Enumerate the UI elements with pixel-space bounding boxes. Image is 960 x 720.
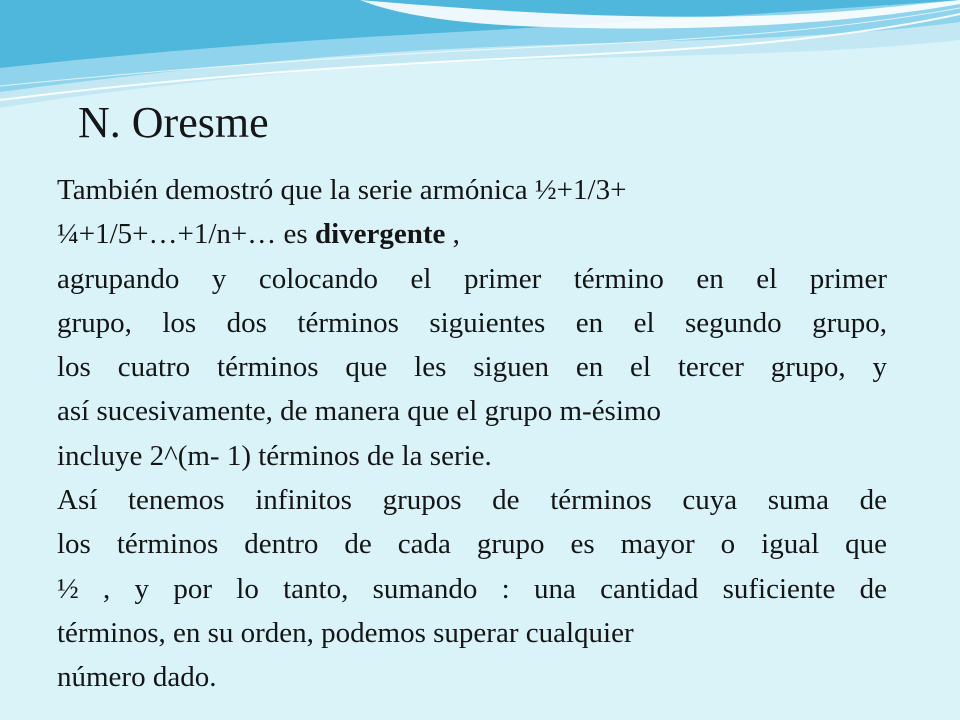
text-line-5: los cuatro términos que les siguen en el tercer grupo, y [57,351,887,384]
text-line-6: así sucesivamente, de manera que el grupo m-ésimo [57,395,661,428]
text-line-2-start: ¼+1/5+…+1/n+… es [57,218,315,251]
text-line-3: agrupando y colocando el primer término en el primer [57,262,887,295]
text-line-2-end: , [445,218,460,251]
text-line-11: términos, en su orden, podemos superar cualquier [57,616,634,649]
text-line-2 [57,212,887,256]
text-line-7: incluye 2^(m- 1) términos de la serie. [57,439,492,472]
text-line-1: También demostró que la serie armónica ½+1/3+ [57,174,627,206]
slide-title: N. Oresme [78,98,269,147]
divergente-bold: divergente [314,218,446,251]
text-line-9: los términos dentro de cada grupo es mayor o igual que [57,528,887,561]
slide-body-text [57,168,887,700]
text-line-10: ½ , y por lo tanto, sumando : una cantidad suficiente de [57,572,887,605]
text-line-12: número dado. [57,661,217,694]
text-line-4: grupo, los dos términos siguientes en el segundo grupo, [57,306,887,339]
text-line-8: Así tenemos infinitos grupos de términos cuya suma de [57,484,887,517]
